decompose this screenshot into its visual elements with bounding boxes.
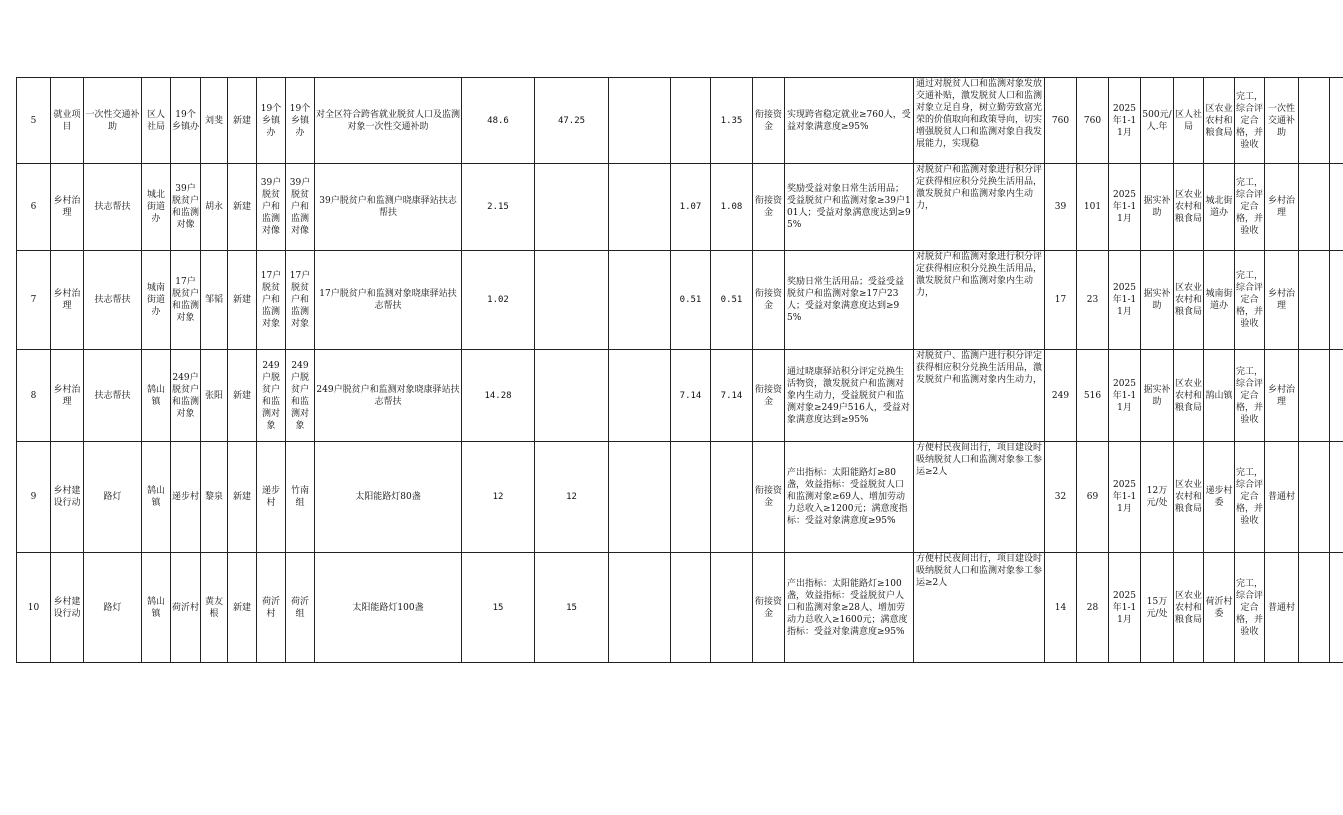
construction-site: 递步村 [171, 442, 201, 553]
beneficiary-households: 17 [1045, 251, 1077, 350]
village-field: 39户脱贫户和监测对像 [286, 164, 315, 251]
construction-site: 17户脱贫户和监测对象 [171, 251, 201, 350]
county-funds [711, 553, 753, 663]
provincial-funds [609, 350, 671, 442]
performance-target: 产出指标：太阳能路灯≥100盏，效益指标：受益脱贫户人口和监测对象≥28人、增加劳动力总收入≥1600元；满意度指标：受益对象满意度≥95% [785, 553, 914, 663]
project-category: 乡村建设行动 [51, 553, 84, 663]
supervising-unit: 区农业农村和粮食局 [1204, 78, 1235, 164]
implementation-period: 2025年1-11月 [1109, 442, 1141, 553]
total-funds: 48.6 [462, 78, 535, 164]
supervising-unit: 荷沂村委 [1204, 553, 1235, 663]
beneficiary-households: 14 [1045, 553, 1077, 663]
beneficiary-people: 23 [1077, 251, 1109, 350]
beneficiary-people: 28 [1077, 553, 1109, 663]
central-funds: 47.25 [535, 78, 609, 164]
acceptance-status: 完工，综合评定合格，并验收 [1235, 350, 1265, 442]
responsible-dept: 区农业农村和粮食局 [1174, 164, 1204, 251]
person-in-charge: 黎泉 [201, 442, 228, 553]
beneficiary-households: 249 [1045, 350, 1077, 442]
row-number: 7 [17, 251, 51, 350]
table-row [17, 442, 1343, 553]
implementation-period: 2025年1-11月 [1109, 251, 1141, 350]
empty-cell [1330, 78, 1343, 164]
benefit-mechanism-text: 对脱贫户和监测对象进行积分评定获得相应积分兑换生活用品，激发脱贫户和监测对象内生动力， [916, 252, 1042, 298]
construction-nature: 新建 [228, 350, 257, 442]
supervising-unit: 城北街道办 [1204, 164, 1235, 251]
remark: 普通村 [1265, 442, 1299, 553]
supervising-unit: 鹄山镇 [1204, 350, 1235, 442]
beneficiary-households: 32 [1045, 442, 1077, 553]
project-category: 乡村治理 [51, 350, 84, 442]
subsidy-standard: 500元/人.年 [1141, 78, 1174, 164]
empty-cell [1299, 350, 1330, 442]
town-field: 17户脱贫户和监测对象 [257, 251, 286, 350]
empty-cell [1330, 553, 1343, 663]
county-funds: 7.14 [711, 350, 753, 442]
construction-nature: 新建 [228, 553, 257, 663]
construction-nature: 新建 [228, 251, 257, 350]
empty-cell [1330, 251, 1343, 350]
implementing-unit: 城南街道办 [142, 251, 171, 350]
provincial-funds [609, 251, 671, 350]
central-funds [535, 350, 609, 442]
beneficiary-people: 516 [1077, 350, 1109, 442]
benefit-mechanism [914, 442, 1045, 553]
total-funds: 2.15 [462, 164, 535, 251]
responsible-dept: 区农业农村和粮食局 [1174, 442, 1204, 553]
total-funds: 14.28 [462, 350, 535, 442]
project-subtype: 一次性交通补助 [84, 78, 142, 164]
construction-nature: 新建 [228, 164, 257, 251]
subsidy-standard: 据实补助 [1141, 164, 1174, 251]
remark: 乡村治理 [1265, 251, 1299, 350]
town-field: 39户脱贫户和监测对像 [257, 164, 286, 251]
total-funds: 12 [462, 442, 535, 553]
city-funds [671, 78, 711, 164]
project-subtype: 扶志帮扶 [84, 164, 142, 251]
construction-site: 荷沂村 [171, 553, 201, 663]
construction-site: 39户脱贫户和监测对像 [171, 164, 201, 251]
empty-cell [1299, 553, 1330, 663]
implementation-period: 2025年1-11月 [1109, 553, 1141, 663]
fund-type: 衔接资金 [753, 553, 785, 663]
responsible-dept: 区农业农村和粮食局 [1174, 350, 1204, 442]
remark: 一次性交通补助 [1265, 78, 1299, 164]
empty-cell [1299, 78, 1330, 164]
acceptance-status: 完工，综合评定合格，并验收 [1235, 251, 1265, 350]
fund-type: 衔接资金 [753, 251, 785, 350]
implementing-unit: 城北街道办 [142, 164, 171, 251]
provincial-funds [609, 553, 671, 663]
implementing-unit: 鹄山镇 [142, 350, 171, 442]
benefit-mechanism [914, 78, 1045, 164]
subsidy-standard: 15万元/处 [1141, 553, 1174, 663]
benefit-mechanism-text: 方便村民夜间出行，项目建设时吸纳脱贫人口和监测对象参工参运≥2人 [916, 554, 1042, 588]
benefit-mechanism [914, 164, 1045, 251]
table-row [17, 78, 1343, 164]
village-field: 249户脱贫户和监测对象 [286, 350, 315, 442]
benefit-mechanism-text: 通过对脱贫人口和监测对象发放交通补贴，激发脱贫人口和监测对象立足自身，树立勤劳致富光荣的价值取向和政策导向，切实增强脱贫人口和监测对象自我发展能力，实现稳 [916, 79, 1042, 149]
town-field: 递步村 [257, 442, 286, 553]
beneficiary-households: 760 [1045, 78, 1077, 164]
row-number: 6 [17, 164, 51, 251]
acceptance-status: 完工，综合评定合格，并验收 [1235, 164, 1265, 251]
empty-cell [1330, 350, 1343, 442]
construction-content: 太阳能路灯80盏 [315, 442, 462, 553]
performance-target: 实现跨省稳定就业≥760人，受益对象满意度≥95% [785, 78, 914, 164]
acceptance-status: 完工，综合评定合格，并验收 [1235, 553, 1265, 663]
provincial-funds [609, 442, 671, 553]
fund-type: 衔接资金 [753, 164, 785, 251]
town-field: 荷沂村 [257, 553, 286, 663]
provincial-funds [609, 164, 671, 251]
performance-target: 奖励日常生活用品；受益受益脱贫户和监测对象≥17户23人；受益对象满意度达到≥95% [785, 251, 914, 350]
row-number: 8 [17, 350, 51, 442]
project-subtype: 扶志帮扶 [84, 350, 142, 442]
implementation-period: 2025年1-11月 [1109, 78, 1141, 164]
empty-cell [1299, 164, 1330, 251]
implementing-unit: 鹄山镇 [142, 553, 171, 663]
project-subtype: 路灯 [84, 442, 142, 553]
person-in-charge: 黄友根 [201, 553, 228, 663]
total-funds: 1.02 [462, 251, 535, 350]
implementing-unit: 区人社局 [142, 78, 171, 164]
remark: 乡村治理 [1265, 164, 1299, 251]
central-funds [535, 164, 609, 251]
responsible-dept: 区农业农村和粮食局 [1174, 553, 1204, 663]
beneficiary-households: 39 [1045, 164, 1077, 251]
row-number: 10 [17, 553, 51, 663]
person-in-charge: 张阳 [201, 350, 228, 442]
performance-target: 通过晓康驿站积分评定兑换生活物资，激发脱贫户和监测对象内生动力，受益脱贫户和监测对象≥249户516人，受益对象满意度达到≥95% [785, 350, 914, 442]
subsidy-standard: 12万元/处 [1141, 442, 1174, 553]
table-row [17, 553, 1343, 663]
table-row [17, 164, 1343, 251]
beneficiary-people: 101 [1077, 164, 1109, 251]
remark: 乡村治理 [1265, 350, 1299, 442]
fund-type: 衔接资金 [753, 442, 785, 553]
construction-nature: 新建 [228, 442, 257, 553]
subsidy-standard: 据实补助 [1141, 350, 1174, 442]
central-funds: 12 [535, 442, 609, 553]
implementing-unit: 鹄山镇 [142, 442, 171, 553]
project-subtype: 路灯 [84, 553, 142, 663]
table-body [17, 78, 1343, 663]
performance-target: 产出指标：太阳能路灯≥80盏，效益指标：受益脱贫人口和监测对象≥69人、增加劳动力总收入≥1200元；满意度指标：受益对象满意度≥95% [785, 442, 914, 553]
project-category: 乡村建设行动 [51, 442, 84, 553]
construction-site: 19个乡镇办 [171, 78, 201, 164]
city-funds [671, 442, 711, 553]
implementation-period: 2025年1-11月 [1109, 164, 1141, 251]
project-category: 就业项目 [51, 78, 84, 164]
responsible-dept: 区人社局 [1174, 78, 1204, 164]
empty-cell [1299, 251, 1330, 350]
table-row [17, 350, 1343, 442]
construction-content: 对全区符合跨省就业脱贫人口及监测对象一次性交通补助 [315, 78, 462, 164]
village-field: 竹南组 [286, 442, 315, 553]
row-number: 5 [17, 78, 51, 164]
benefit-mechanism-text: 方便村民夜间出行，项目建设时吸纳脱贫人口和监测对象参工参运≥2人 [916, 443, 1042, 477]
construction-site: 249户脱贫户和监测对象 [171, 350, 201, 442]
fund-type: 衔接资金 [753, 78, 785, 164]
acceptance-status: 完工，综合评定合格，并验收 [1235, 78, 1265, 164]
person-in-charge: 刘斐 [201, 78, 228, 164]
construction-content: 17户脱贫户和监测对象晓康驿站扶志帮扶 [315, 251, 462, 350]
city-funds: 7.14 [671, 350, 711, 442]
project-category: 乡村治理 [51, 251, 84, 350]
person-in-charge: 胡永 [201, 164, 228, 251]
county-funds: 0.51 [711, 251, 753, 350]
acceptance-status: 完工，综合评定合格，并验收 [1235, 442, 1265, 553]
county-funds [711, 442, 753, 553]
empty-cell [1330, 164, 1343, 251]
benefit-mechanism [914, 350, 1045, 442]
performance-target: 奖励受益对象日常生活用品；受益脱贫户和监测对象≥39户101人；受益对象满意度达到≥95% [785, 164, 914, 251]
beneficiary-people: 69 [1077, 442, 1109, 553]
construction-content: 249户脱贫户和监测对象晓康驿站扶志帮扶 [315, 350, 462, 442]
town-field: 249户脱贫户和监测对象 [257, 350, 286, 442]
fund-type: 衔接资金 [753, 350, 785, 442]
person-in-charge: 邹韬 [201, 251, 228, 350]
beneficiary-people: 760 [1077, 78, 1109, 164]
implementation-period: 2025年1-11月 [1109, 350, 1141, 442]
village-field: 17户脱贫户和监测对象 [286, 251, 315, 350]
empty-cell [1330, 442, 1343, 553]
row-number: 9 [17, 442, 51, 553]
total-funds: 15 [462, 553, 535, 663]
subsidy-standard: 据实补助 [1141, 251, 1174, 350]
city-funds [671, 553, 711, 663]
empty-cell [1299, 442, 1330, 553]
construction-content: 39户脱贫户和监测户晓康驿站扶志帮扶 [315, 164, 462, 251]
table-row [17, 251, 1343, 350]
supervising-unit: 递步村委 [1204, 442, 1235, 553]
construction-content: 太阳能路灯100盏 [315, 553, 462, 663]
project-table [16, 77, 1343, 663]
village-field: 19个乡镇办 [286, 78, 315, 164]
construction-nature: 新建 [228, 78, 257, 164]
county-funds: 1.08 [711, 164, 753, 251]
city-funds: 0.51 [671, 251, 711, 350]
remark: 普通村 [1265, 553, 1299, 663]
town-field: 19个乡镇办 [257, 78, 286, 164]
central-funds: 15 [535, 553, 609, 663]
city-funds: 1.07 [671, 164, 711, 251]
project-subtype: 扶志帮扶 [84, 251, 142, 350]
benefit-mechanism-text: 对脱贫户、监测户进行积分评定获得相应积分兑换生活用品，激发脱贫户和监测对象内生动力， [916, 351, 1042, 385]
supervising-unit: 城南街道办 [1204, 251, 1235, 350]
responsible-dept: 区农业农村和粮食局 [1174, 251, 1204, 350]
benefit-mechanism-text: 对脱贫户和监测对象进行积分评定获得相应积分兑换生活用品，激发脱贫户和监测对象内生动力， [916, 165, 1042, 211]
central-funds [535, 251, 609, 350]
county-funds: 1.35 [711, 78, 753, 164]
provincial-funds [609, 78, 671, 164]
benefit-mechanism [914, 251, 1045, 350]
village-field: 荷沂组 [286, 553, 315, 663]
benefit-mechanism [914, 553, 1045, 663]
project-category: 乡村治理 [51, 164, 84, 251]
